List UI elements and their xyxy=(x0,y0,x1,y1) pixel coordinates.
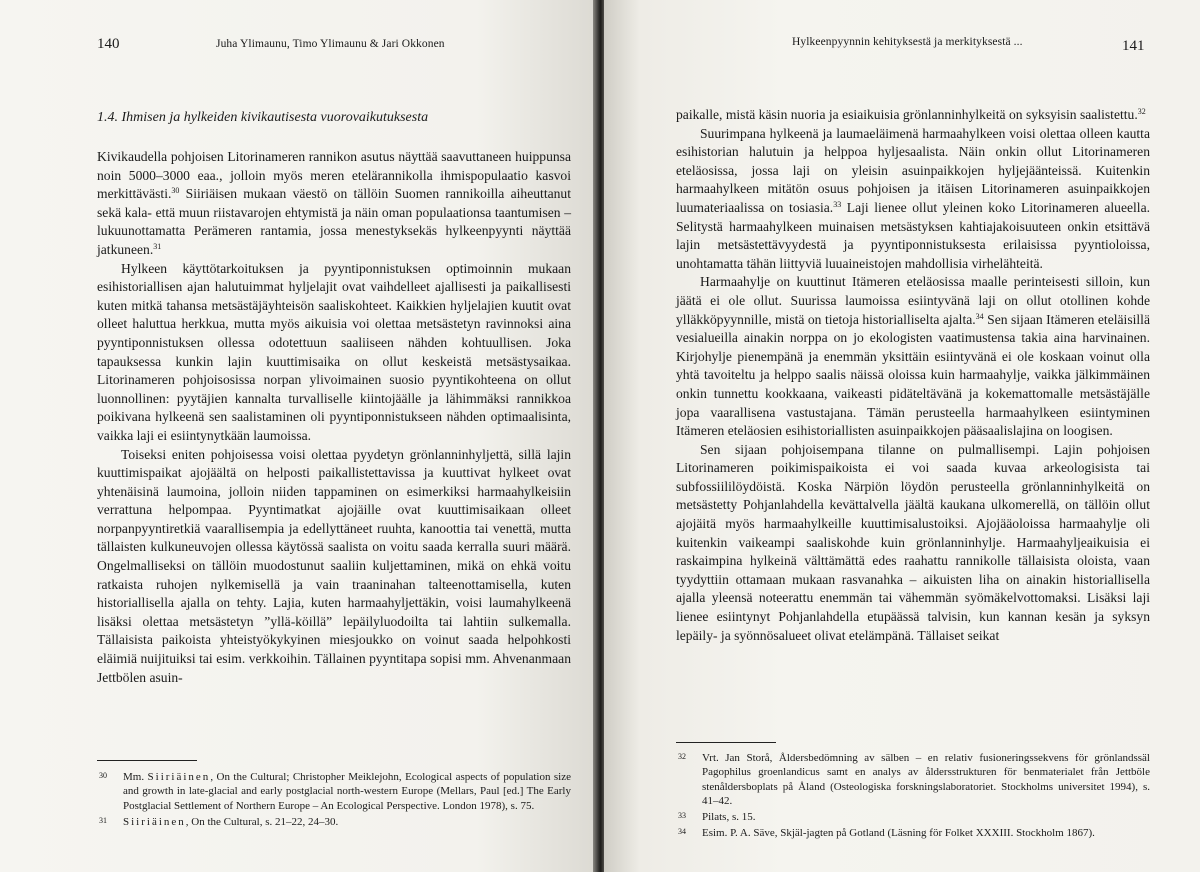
paragraph: Kivikaudella pohjoisen Litorinameren rannikon asutus näyttää saavuttaneen huippunsa noin 5000–3000 eaa., jolloin myös meren etelärannikolla ihmispopulaatio kasvoi merkittävästi.$^{30}$ Siiriäisen mukaan väestö on tällöin Suomen rannikoilla aiheuttanut sekä kala- että muun riistavarojen ehtymistä ja näin oman populaationsa taantumisen – lukuunottamatta Perämeren rantamia, jossa menestyksekäs hylkeenpyynti näyttää jatkuneen.$^{31}$ xyxy=(97,149,571,257)
footnotes xyxy=(97,770,571,831)
body-text xyxy=(97,148,571,687)
footnote-ref[interactable]: 33 xyxy=(833,199,842,209)
footnote: 31 Siiriäinen, On the Cultural, s. 21–22, 24–30. xyxy=(99,815,339,828)
footnote: 34 Esim. P. A. Säve, Skjäl-jagten på Gotland (Läsning för Folket XXXIII. Stockholm 1867). xyxy=(678,827,1095,840)
footnote-ref[interactable]: 32 xyxy=(1137,107,1146,116)
paragraph: Toiseksi eniten pohjoisessa voisi olettaa pyydetyn grönlanninhyljettä, sillä lajin kuuttimispaikat ajojäältä on helposti paikallistettavissa ja kuuttivat hylkeet ovat yhtenäisinä laumoina, jolloin niiden tappaminen on esimerkiksi harmaahylkeisiin verrattuna helpompaa. Pyyntimatkat ajojäille ovat kuuttimisaikaan olleet norpanpyyntiretkiä vaarallisempia ja edellyttäneet ruuhta, kanoottia tai venettä, mutta tällaisten kulkuneuvojen ollessa käytössä saalista on voitu saada kerralla suuri määrä. Ongelmalliseksi on tällöin muodostunut saaliin kuljettaminen, mikä on ehkä voitu ratkaista ruhojen nylkemisellä ja vain traaninahan talteenottamisella, kuten historiallisella ajalla on tehty. Lajia, kuten harmaahyljettäkin, voisi laumahylkeenä lisäksi olettaa metsästetyn ”yllä-köillä” lepäilyluodoilta tai lahtiin sulkemalla. Tällaisista paikoista yhteistyökykyinen miesjoukko on voinut saada helpohkosti eläimiä nuijituiksi tai esim. verkkoihin. Tällainen pyyntitapa sopisi mm. Ahvenanmaan Jettbölen asuin- xyxy=(97,446,571,685)
paragraph: paikalle, mistä käsin nuoria ja esiaikuisia grönlanninhylkeitä on syksyisin saalistettu.$^{32}$ xyxy=(676,107,1146,122)
footnote-rule xyxy=(676,742,776,743)
footnote-ref[interactable]: 34 xyxy=(975,311,984,321)
running-head: Juha Ylimaunu, Timo Ylimaunu & Jari Okkonen xyxy=(216,38,445,50)
footnote-ref[interactable]: 30 xyxy=(171,186,180,196)
footnote: 32 Vrt. Jan Storå, Åldersbedömning av sälben – en relativ fusioneringssekvens för grönlandssäl Pagophilus groenlandicus samt en analys av åldersstrukturen för benmaterialet från Jettböle stenåldersboplats på Åland (Osteologiska forskningslaboratoriet. Stockholms universitet 1994), s. 41–42. xyxy=(678,752,1150,807)
section-title: 1.4. Ihmisen ja hylkeiden kivikautisesta vuorovaikutuksesta xyxy=(97,110,429,125)
paragraph: Hylkeen käyttötarkoituksen ja pyyntiponnistuksen optimoinnin mukaan esihistoriallisen ajan halutuimmat hyljelajit ovat vaihdelleet ajallisesti ja paikallisesti kuten mitkä tahansa metsästäjäyhteisön saaliskohteet. Kaikkien hyljelajien kuutit ovat olleet haluttua herkkua, mutta myös aikuisia voi olettaa metsästetyn ravinnoksi aina pyyntiponnistuksen ollessa odotettuun saaliiseen nähden kohtuullisen. Joka tapauksessa kunkin lajin kuuttimisaika on ollut keskeistä metsästysaikaa. Litorinameren pohjoisosissa norpan ylivoimainen suosio pyyntikohteena on ollut luonnollinen: pyytäjien kannalta turvalliselle kiintojäälle ja lähimmäksi rannikkoa poikivana hylkeenä sen saalistaminen oli pyyntiponnistukseen nähden optimaalisinta, vaikka laji ei esiintynytkään laumoissa. xyxy=(97,260,571,443)
running-head: Hylkeenpyynnin kehityksestä ja merkityksestä ... xyxy=(792,36,1023,48)
footnote-rule xyxy=(97,760,197,761)
footnote: 30 Mm. Siiriäinen, On the Cultural; Christopher Meiklejohn, Ecological aspects of population size and growth in late-glacial and early postglacial north-western Europe (Mellars, Paul [ed.] The Early Postglacial Settlement of Northern Europe – An Ecological Perspective. London 1978), s. 75. xyxy=(99,771,571,812)
left-page xyxy=(0,0,596,872)
footnotes xyxy=(676,751,1150,843)
body-text xyxy=(676,106,1150,645)
paragraph: Harmaahylje on kuuttinut Itämeren eteläosissa maalle perinteisesti silloin, kun jäätä ei ole ollut. Suurissa laumoissa esiintyvänä laji on ollut otollinen kohde ylläkköpyynnille, mistä on tietoja historialliselta ajalta.$^{34}$ Sen sijaan Itämeren eteläisillä vesialueilla ainakin norppa on jo ekologisten vaatimustensa takia aina harvinainen. Kirjohylje pienempänä ja enemmän yksittäin esiintyvänä ei ole koskaan voinut olla yhtä tavoiteltu ja helppo saalis näissä oloissa kuin harmaahylje, vaikka jälkimmäinen onkin tunnettu kookkaana, vaikeasti pidäteltävänä ja kokemattomalle metsästäjälle jopa vaarallisena vastustajana. Tämän perusteella harmaahylkeen esiintyminen Itämeren eteläosien esihistoriallisten asuinpaikkojen pääsaalislajina on loogisen. xyxy=(676,274,1150,439)
page-number: 140 xyxy=(97,36,120,52)
right-page xyxy=(604,0,1200,872)
paragraph: Suurimpana hylkeenä ja laumaeläimenä harmaahylkeen voisi olettaa olleen kautta esihistorian halutuin ja helppoa hyljesaalista. Näin onkin ollut Litorinameren eteläosissa, jossa laji on yleisin asuinpaikkojen hyljejäänteissä. Kuitenkin harmaahylkeen mitätön osuus pohjoisen ja itäisen Litorinameren asuinpaikkojen luumateriaalissa on tosiasia.$^{33}$ Laji lienee ollut yleinen koko Litorinameren alueella. Selitystä harmaahylkeen muinaisen metsästyksen kahtiajakoisuuteen onkin etsittävä lajin metsästettävyydestä ja pyyntiponnistuksesta erilaisissa pyyntioloissa, unohtamatta tähän liittyviä luuaineistojen mahdollisia virhelähteitä. xyxy=(676,125,1151,271)
footnote-ref[interactable]: 31 xyxy=(153,241,162,251)
footnote: 33 Pilats, s. 15. xyxy=(678,811,756,824)
paragraph: Sen sijaan pohjoisempana tilanne on pulmallisempi. Lajin pohjoisen Litorinameren poikimispaikoista ei voi saada kuvaa arkeologisista tai subfossiililöydöistä. Koska Närpiön löydön perusteella grönlanninhylkeitä on metsästetty Pohjanlahdella kevättalvella jäältä kaukana ulkomerellä, on tällöin ollut ajojäitä myös harmaahylkeille kuuttimisalustoiksi. Ajojääoloissa harmaahylje oli kuitenkin vaikeampi saaliskohde kuin grönlanninhylje. Harmaahyljeaikuisia ei raskaimpina hylkeinä välttämättä edes raahattu rannikolle tällaisista oloista, vaan tyydyttiin ottamaan mukaan rasvanahka – aikuisten liha on ainakin historiallisella ajalla yleensä noteerattu enemmän tai vähemmän syömäkelvottomaksi. Lisäksi laji lienee esiintynyt Pohjanlahdella etupäässä talvisin, kun kannan kesän ja syksyn lepäily- ja syönnösalueet olivat etelämpänä. Tällaiset seikat xyxy=(676,441,1150,643)
page-number: 141 xyxy=(1122,38,1145,54)
